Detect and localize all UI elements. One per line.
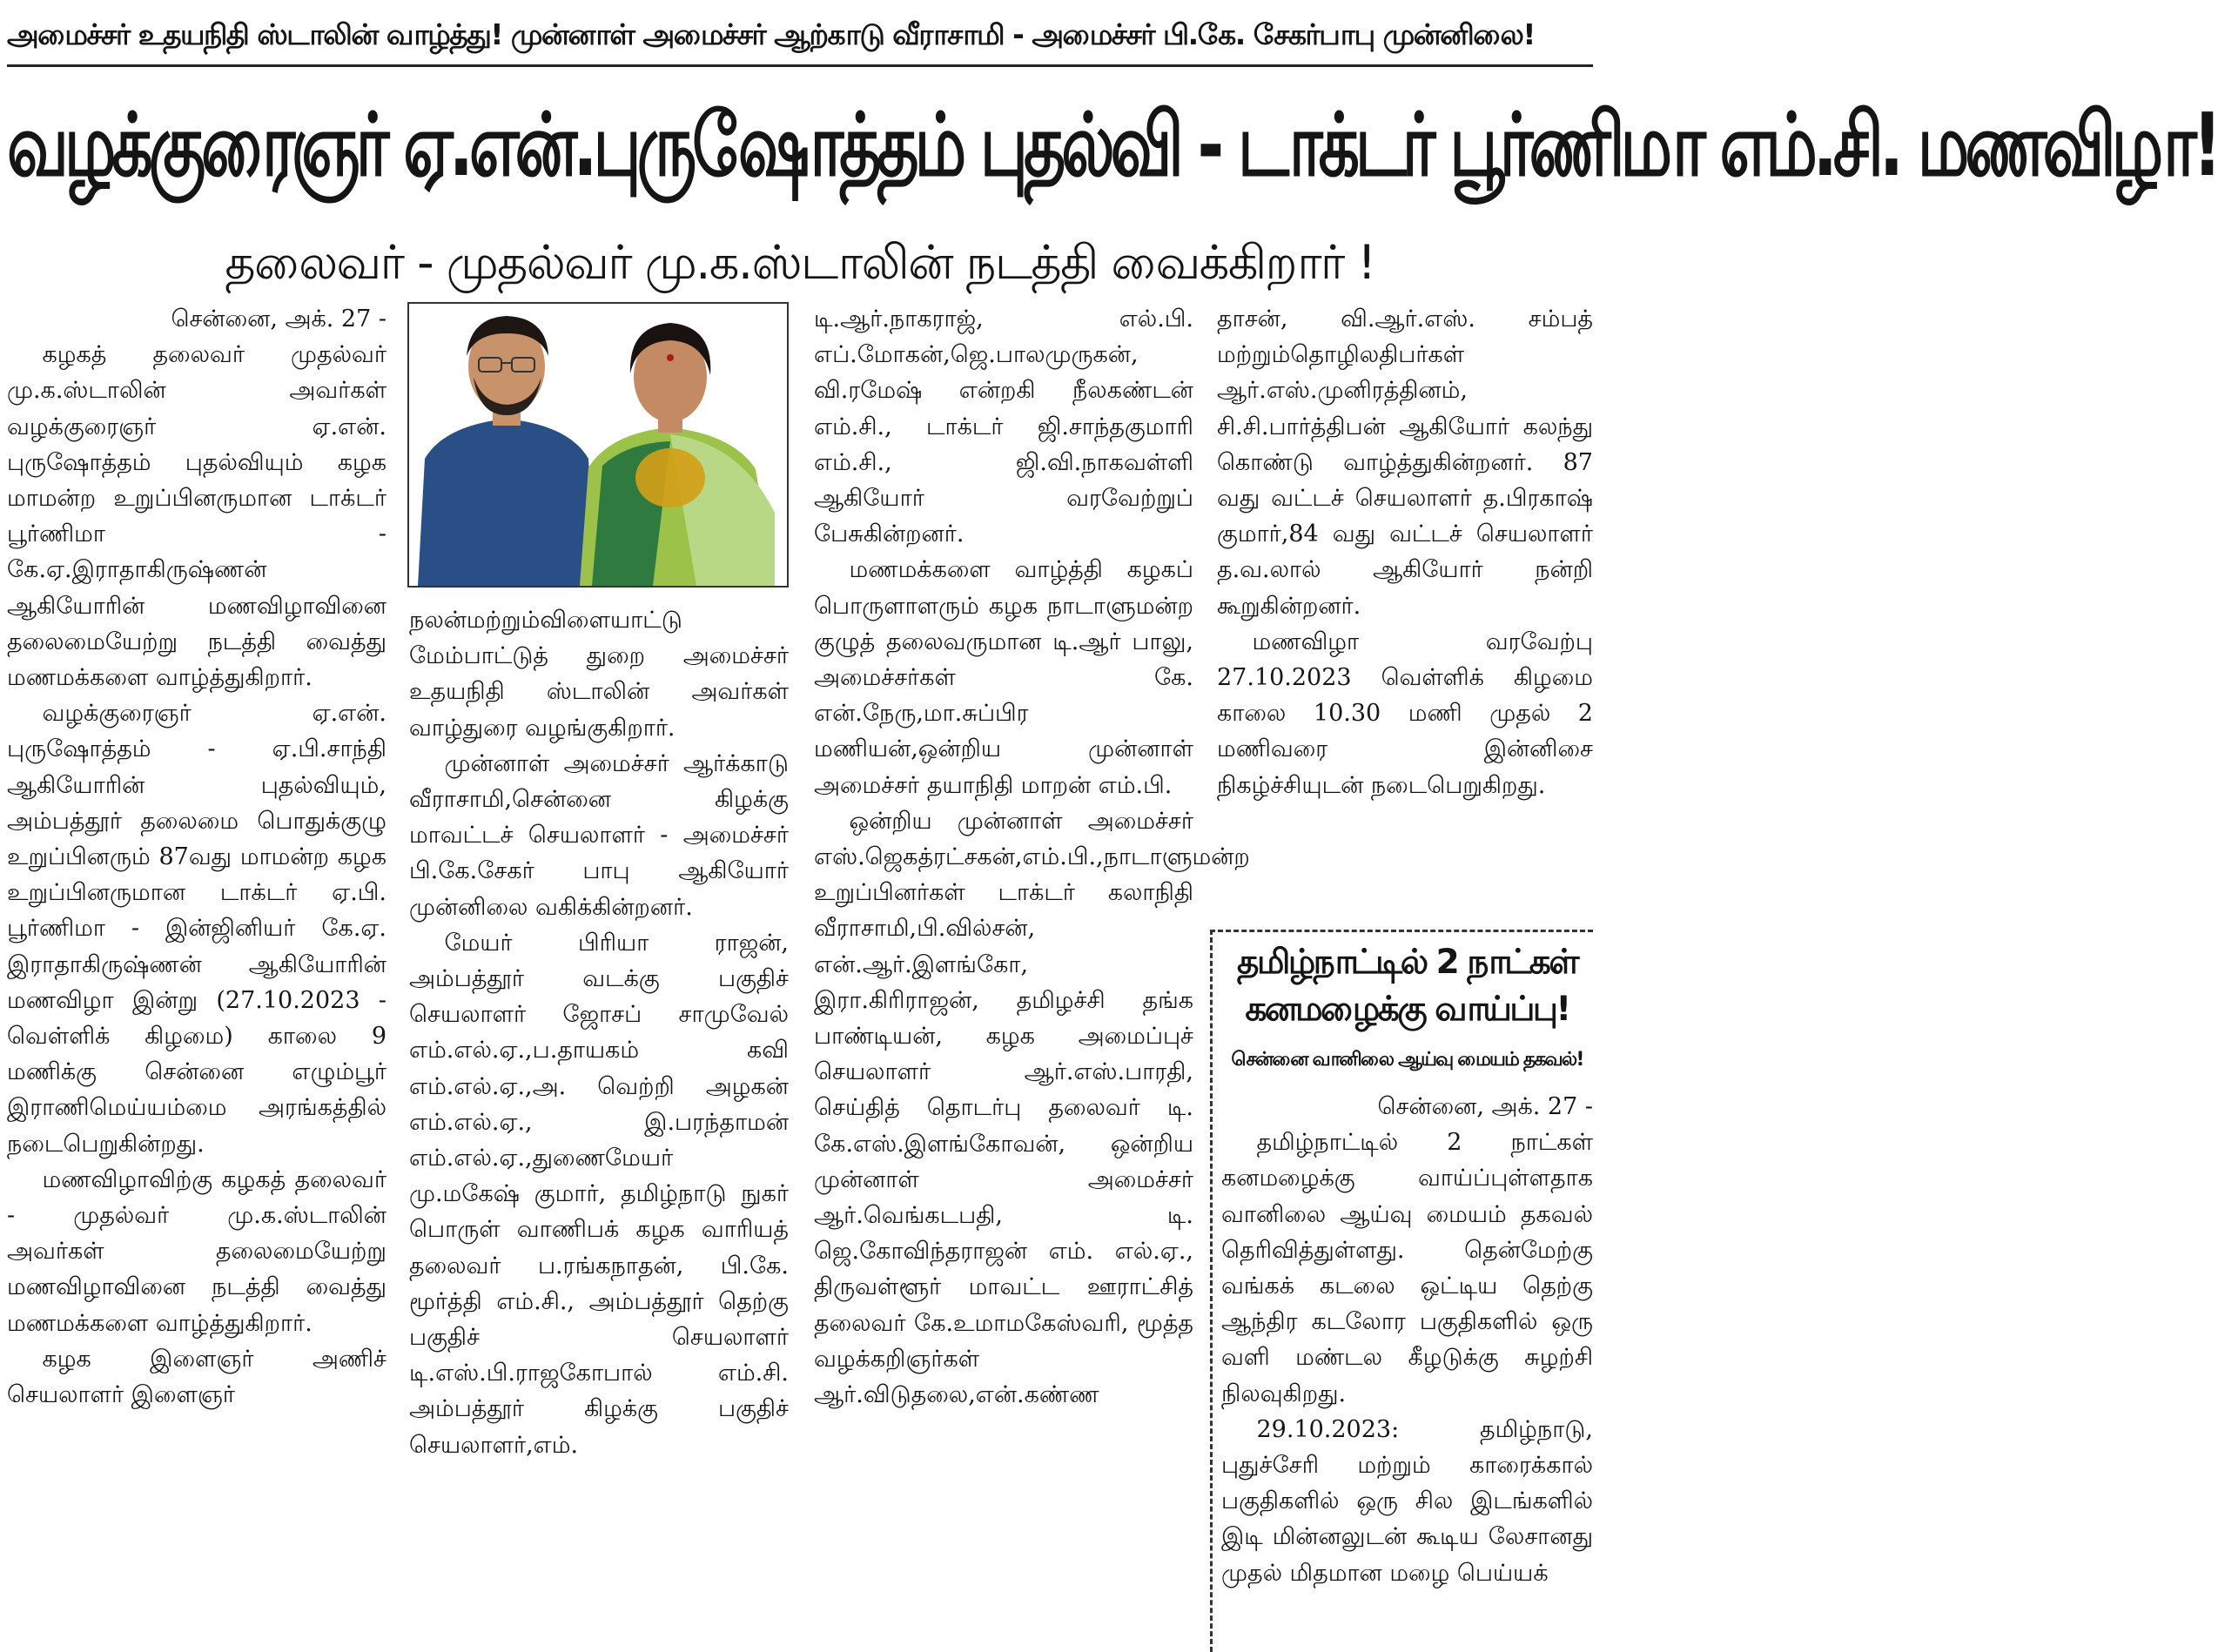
paragraph: வழக்குரைஞர் ஏ.என். புருஷோத்தம் - ஏ.பி.சாந்தி ஆகியோரின் புதல்வியும், அம்பத்தூர் தலைமை பொதுக்குழு உறுப்பினரும் 87வது மாமன்ற கழக உறுப்பினருமான டாக்டர் ஏ.பி. பூர்ணிமா - இன்ஜினியர் கே.ஏ. இராதாகிருஷ்ணன் ஆகியோரின் மணவிழா இன்று (27.10.2023 - வெள்ளிக் கிழமை) காலை 9 மணிக்கு சென்னை எழும்பூர் இராணிமெய்யம்மை அரங்கத்தில் நடைபெறுகின்றது. <box>7 700 386 1158</box>
paragraph: 29.10.2023: தமிழ்நாடு, புதுச்சேரி மற்றும் காரைக்கால் பகுதிகளில் ஒரு சில இடங்களில் இடி மின்னலுடன் கூடிய லேசானது முதல் மிதமான மழை பெய்யக் <box>1221 1415 1593 1587</box>
sidebar-title: தமிழ்நாட்டில் 2 நாட்கள் கனமழைக்கு வாய்ப்பு! <box>1237 943 1577 1029</box>
couple-illustration <box>409 304 787 586</box>
article-column-3 <box>814 301 1250 1652</box>
article-column-2 <box>409 602 789 1652</box>
paragraph: கழக இளைஞர் அணிச் செயலாளர் இளைஞர் <box>7 1345 386 1409</box>
sidebar-subtitle: சென்னை வானிலை ஆய்வு மையம் தகவல்! <box>1231 1049 1583 1071</box>
weather-news-box <box>1210 930 1593 1652</box>
paragraph: மணவிழாவிற்கு கழகத் தலைவர் - முதல்வர் மு.க.ஸ்டாலின் அவர்கள் தலைமையேற்று மணவிழாவினை நடத்தி வைத்து மணமக்களை வாழ்த்துகிறார். <box>7 1165 386 1337</box>
subheadline: தலைவர் - முதல்வர் மு.க.ஸ்டாலின் நடத்தி வைக்கிறார் ! <box>225 235 1375 290</box>
paragraph: தமிழ்நாட்டில் 2 நாட்கள் கனமழைக்கு வாய்ப்புள்ளதாக வானிலை ஆய்வு மையம் தகவல் தெரிவித்துள்ளது. தென்மேற்கு வங்கக் கடலை ஒட்டிய தெற்கு ஆந்திர கடலோர பகுதிகளில் ஒரு வளி மண்டல கீழடுக்கு சுழற்சி நிலவுகிறது. <box>1221 1129 1593 1407</box>
paragraph: மேயர் பிரியா ராஜன், அம்பத்தூர் வடக்கு பகுதிச் செயலாளர் ஜோசப் சாமுவேல் எம்.எல்.ஏ.,ப.தாயகம் கவி எம்.எல்.ஏ.,அ. வெற்றி அழகன் எம்.எல்.ஏ., இ.பரந்தாமன் எம்.எல்.ஏ.,துணைமேயர் மு.மகேஷ் குமார், தமிழ்நாடு நுகர் பொருள் வாணிபக் கழக வாரியத் தலைவர் ப.ரங்கநாதன், பி.கே. மூர்த்தி எம்.சி., அம்பத்தூர் தெற்கு பகுதிச் செயலாளர் டி.எஸ்.பி.ராஜகோபால் எம்.சி. அம்பத்தூர் கிழக்கு பகுதிச் செயலாளர்,எம். <box>409 929 789 1459</box>
article-column-4 <box>1217 301 1593 921</box>
headline: வழக்குரைஞர் ஏ.என்.புருஷோத்தம் புதல்வி - டாக்டர் பூர்ணிமா எம்.சி. மணவிழா! <box>7 94 2218 197</box>
couple-photo <box>407 302 789 588</box>
paragraph: தாசன், வி.ஆர்.எஸ். சம்பத் மற்றும்தொழிலதிபர்கள் ஆர்.எஸ்.முனிரத்தினம், சி.சி.பார்த்திபன் ஆகியோர் கலந்து கொண்டு வாழ்த்துகின்றனர். 87 வது வட்டச் செயலாளர் த.பிரகாஷ் குமார்,84 வது வட்டச் செயலாளர் த.வ.லால் ஆகியோர் நன்றி கூறுகின்றனர். <box>1217 306 1593 620</box>
paragraph: மணமக்களை வாழ்த்தி கழகப் பொருளாளரும் கழக நாடாளுமன்ற குழுத் தலைவருமான டி.ஆர் பாலு, அமைச்சர்கள் கே. என்.நேரு,மா.சுப்பிர மணியன்,ஒன்றிய முன்னாள் அமைச்சர் தயாநிதி மாறன் எம்.பி. <box>814 556 1193 799</box>
paragraph: ஒன்றிய முன்னாள் அமைச்சர் எஸ்.ஜெகத்ரட்சகன்,எம்.பி.,நாடாளுமன்ற உறுப்பினர்கள் டாக்டர் கலாநிதி வீராசாமி,பி.வில்சன், என்.ஆர்.இளங்கோ, இரா.கிரிராஜன், தமிழச்சி தங்க பாண்டியன், கழக அமைப்புச் செயலாளர் ஆர்.எஸ்.பாரதி, செய்தித் தொடர்பு தலைவர் டி. கே.எஸ்.இளங்கோவன், ஒன்றிய முன்னாள் அமைச்சர் ஆர்.வெங்கடபதி, டி. ஜெ.கோவிந்தராஜன் எம். எல்.ஏ., திருவள்ளூர் மாவட்ட ஊராட்சித் தலைவர் கே.உமாமகேஸ்வரி, மூத்த வழக்கறிஞர்கள் ஆர்.விடுதலை,என்.கண்ண <box>814 807 1250 1409</box>
article-column-1 <box>7 301 386 1652</box>
sidebar-dateline: சென்னை, அக். 27 - <box>1377 1093 1593 1120</box>
paragraph: கழகத் தலைவர் முதல்வர் மு.க.ஸ்டாலின் அவர்கள் வழக்குரைஞர் ஏ.என். புருஷோத்தம் புதல்வியும் கழக மாமன்ற உறுப்பினருமான டாக்டர் பூர்ணிமா - கே.ஏ.இராதாகிருஷ்ணன் ஆகியோரின் மணவிழாவினை தலைமையேற்று நடத்தி வைத்து மணமக்களை வாழ்த்துகிறார். <box>7 341 386 692</box>
paragraph: நலன்மற்றும்விளையாட்டு மேம்பாட்டுத் துறை அமைச்சர் உதயநிதி ஸ்டாலின் அவர்கள் வாழ்துரை வழங்குகிறார். <box>409 607 789 742</box>
kicker-line: அமைச்சர் உதயநிதி ஸ்டாலின் வாழ்த்து! முன்னாள் அமைச்சர் ஆற்காடு வீராசாமி - அமைச்சர் பி.கே. சேகர்பாபு முன்னிலை! <box>7 5 1593 67</box>
paragraph: மணவிழா வரவேற்பு 27.10.2023 வெள்ளிக் கிழமை காலை 10.30 மணி முதல் 2 மணிவரை இன்னிசை நிகழ்ச்சியுடன் நடைபெறுகிறது. <box>1217 628 1593 799</box>
paragraph: முன்னாள் அமைச்சர் ஆர்க்காடு வீராசாமி,சென்னை கிழக்கு மாவட்டச் செயலாளர் - அமைச்சர் பி.கே.சேகர் பாபு ஆகியோர் முன்னிலை வகிக்கின்றனர். <box>409 749 789 921</box>
dateline: சென்னை, அக். 27 - <box>171 306 386 332</box>
sidebar-body <box>1221 1089 1593 1591</box>
paragraph: டி.ஆர்.நாகராஜ், எல்.பி. எப்.மோகன்,ஜெ.பாலமுருகன், வி.ரமேஷ் என்றகி நீலகண்டன் எம்.சி., டாக்டர் ஜி.சாந்தகுமாரி எம்.சி., ஜி.வி.நாகவள்ளி ஆகியோர் வரவேற்றுப் பேசுகின்றனர். <box>814 306 1193 548</box>
